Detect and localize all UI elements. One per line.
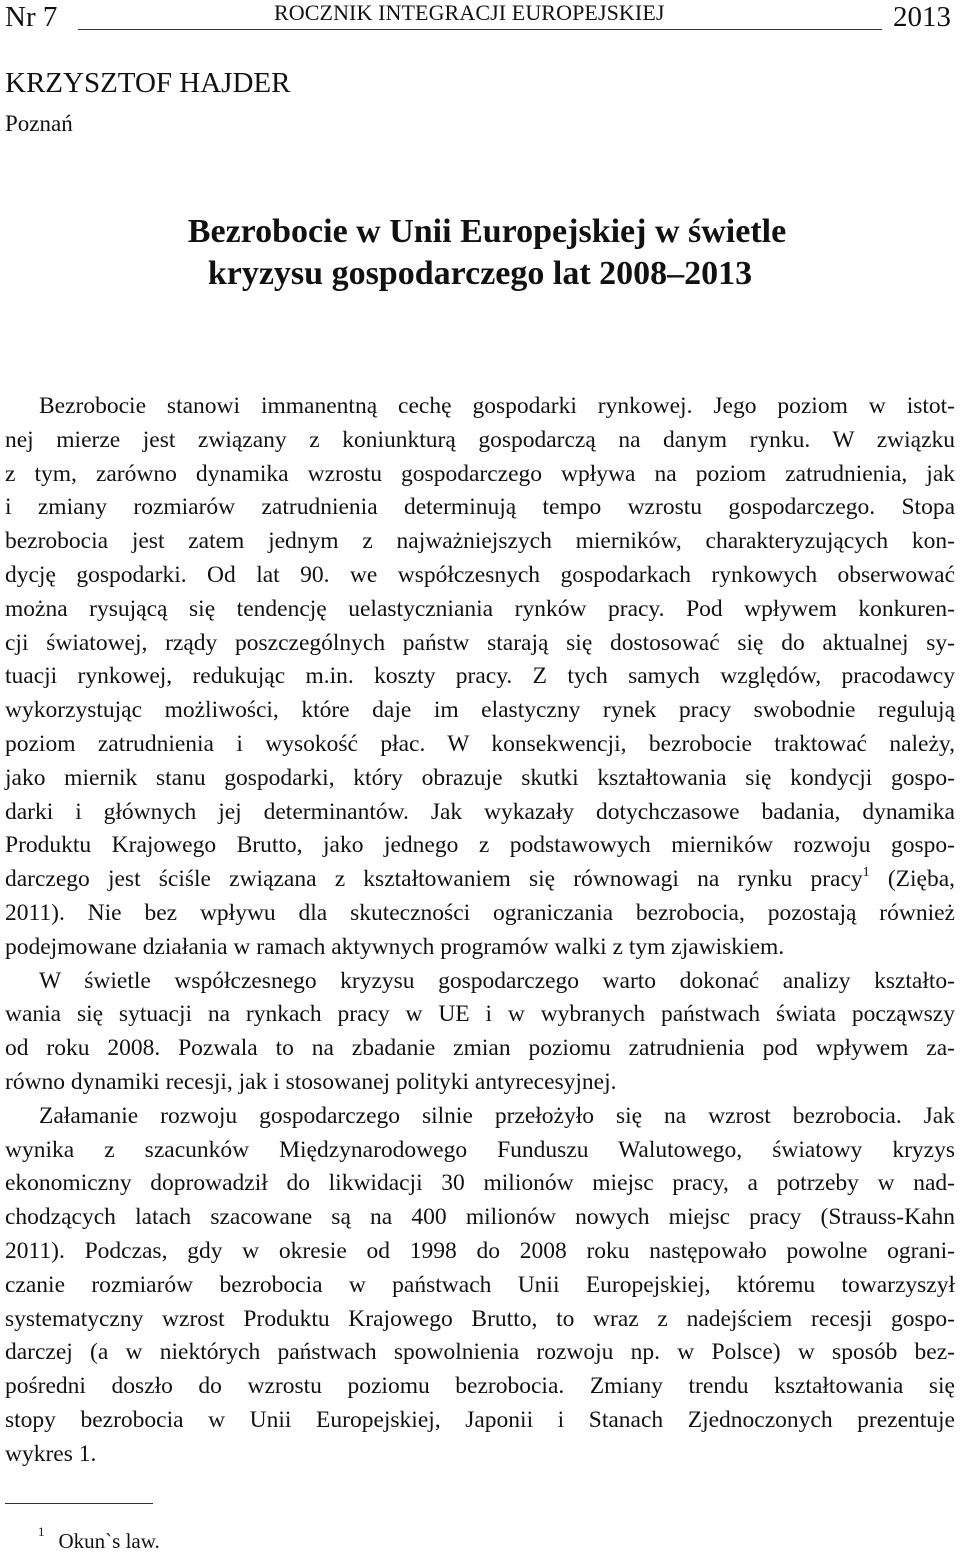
text-line: cji światowej, rządy poszczególnych państw starają się dostosować się do aktualnej sy- (5, 629, 955, 656)
text-line: chodzących latach szacowane są na 400 milionów nowych miejsc pracy (Strauss-Kahn (5, 1204, 955, 1231)
journal-title: ROCZNIK INTEGRACJI EUROPEJSKIEJ (274, 0, 665, 25)
text-line: jako miernik stanu gospodarki, który obrazuje skutki kształtowania się kondycji gospo- (5, 764, 955, 791)
footnote-reference: 1 (862, 865, 870, 881)
footnote-number: 1 (38, 1524, 45, 1539)
author-affiliation: Poznań (5, 111, 73, 136)
text-line: systematyczny wzrost Produktu Krajowego Brutto, to wraz z nadejściem recesji gospo- (5, 1305, 955, 1332)
text-line: nej mierze jest związany z koniunkturą gospodarczą na danym rynku. W związku (5, 426, 955, 453)
running-header (0, 0, 960, 40)
text-line: 2011). Podczas, gdy w okresie od 1998 do 2008 roku następowało powolne ograni- (5, 1237, 955, 1264)
text-line: wania się sytuacji na rynkach pracy w UE i w wybranych państwach świata począwszy (5, 1001, 955, 1028)
title-line-1: Bezrobocie w Unii Europejskiej w świetle (187, 213, 787, 250)
footnote-rule (5, 1503, 153, 1504)
title-line-2: kryzysu gospodarczego lat 2008–2013 (207, 255, 753, 292)
article-title (0, 211, 960, 295)
text-line: dycję gospodarki. Od lat 90. we współczesnych gospodarkach rynkowych obserwować (5, 561, 955, 588)
text-line: 2011). Nie bez wpływu dla skuteczności ograniczania bezrobocia, pozostają również (5, 899, 955, 926)
text-line: wykorzystując możliwości, które daje im elastyczny rynek pracy swobodnie regulują (5, 697, 955, 724)
footnote-text: Okun`s law. (58, 1529, 160, 1553)
text-line: bezrobocia jest zatem jednym z najważniejszych mierników, charakteryzujących kon- (5, 528, 955, 555)
text-line: z tym, zarówno dynamika wzrostu gospodarczego wpływa na poziom zatrudnienia, jak (5, 460, 955, 487)
text-line: poziom zatrudnienia i wysokość płac. W konsekwencji, bezrobocie traktować należy, (5, 730, 955, 757)
text-line: ekonomiczny doprowadził do likwidacji 30 milionów miejsc pracy, a potrzeby w nad- (5, 1170, 955, 1197)
text-line: Produktu Krajowego Brutto, jako jednego z podstawowych mierników rozwoju gospo- (5, 832, 955, 859)
text-line: wynika z szacunków Międzynarodowego Funduszu Walutowego, światowy kryzys (5, 1136, 955, 1163)
header-rule (78, 29, 882, 30)
text-line: od roku 2008. Pozwala to na zbadanie zmian poziomu zatrudnienia pod wpływem za- (5, 1035, 955, 1062)
text-line: stopy bezrobocia w Unii Europejskiej, Japonii i Stanach Zjednoczonych prezentuje (5, 1406, 955, 1433)
text-line: W świetle współczesnego kryzysu gospodarczego warto dokonać analizy kształto- (39, 967, 955, 994)
text-fragment: (Zięba, (887, 866, 956, 893)
text-line: pośredni doszło do wzrostu poziomu bezrobocia. Zmiany trendu kształtowania się (5, 1373, 955, 1400)
text-line: i zmiany rozmiarów zatrudnienia determinują tempo wzrostu gospodarczego. Stopa (5, 494, 955, 521)
footnote (38, 1524, 160, 1555)
text-line: podejmowane działania w ramach aktywnych programów walki z tym zjawiskiem. (5, 933, 785, 960)
text-line: Załamanie rozwoju gospodarczego silnie przełożyło się na wzrost bezrobocia. Jak (39, 1102, 955, 1129)
text-line: można rysującą się tendencję uelastyczniania rynków pracy. Pod wpływem konkuren- (5, 595, 955, 622)
author-name: KRZYSZTOF HAJDER (5, 67, 291, 99)
text-line: wykres 1. (5, 1440, 97, 1467)
text-line: Bezrobocie stanowi immanentną cechę gospodarki rynkowej. Jego poziom w istot- (39, 393, 955, 419)
body-text (5, 390, 955, 1472)
issue-year: 2013 (893, 1, 951, 33)
text-line: czanie rozmiarów bezrobocia w państwach Unii Europejskiej, któremu towarzyszył (5, 1271, 955, 1298)
text-line: tuacji rynkowej, redukując m.in. koszty pracy. Z tych samych względów, pracodawcy (5, 663, 955, 690)
issue-number: Nr 7 (5, 1, 58, 33)
text-line: darki i głównych jej determinantów. Jak wykazały dotychczasowe badania, dynamika (5, 798, 955, 825)
text-fragment: darczego jest ściśle związana z kształtowaniem się równowagi na rynku pracy (5, 866, 863, 893)
text-line: darczej (a w niektórych państwach spowolnienia rozwoju np. w Polsce) w sposób bez- (5, 1339, 955, 1366)
text-line: równo dynamiki recesji, jak i stosowanej polityki antyrecesyjnej. (5, 1068, 617, 1095)
text-line-with-note (5, 863, 955, 897)
